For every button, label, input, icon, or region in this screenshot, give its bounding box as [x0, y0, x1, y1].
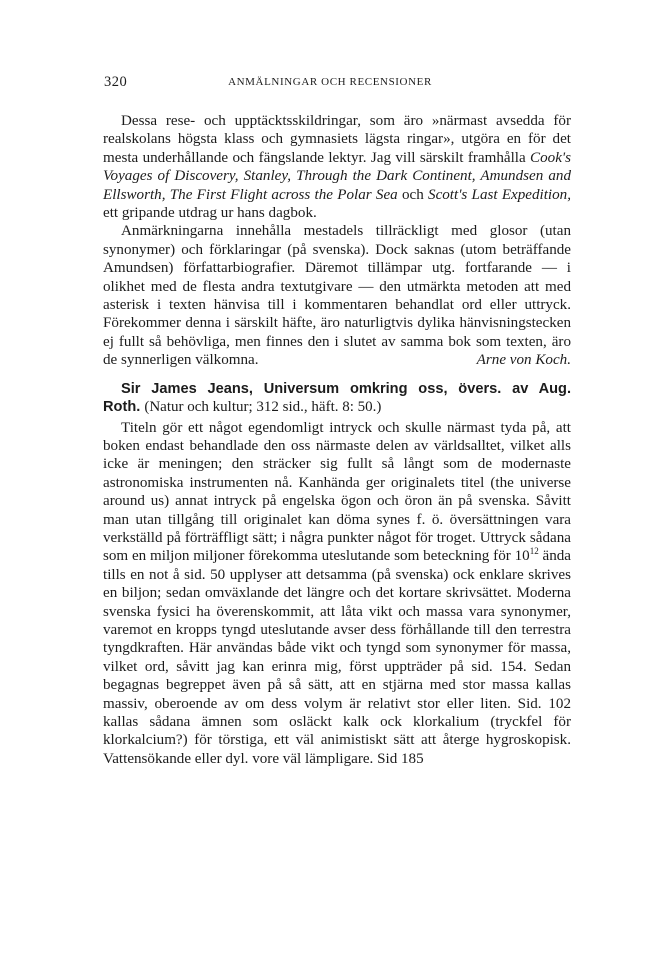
review1-paragraph-2	[103, 222, 571, 369]
exponent-superscript: 12	[529, 546, 539, 557]
review2-heading	[103, 380, 571, 417]
review1-p1-text-b: och	[397, 186, 429, 203]
review2-heading-title: Sir James Jeans, Universum omkring oss, övers. av Aug. Roth.	[103, 380, 571, 416]
review2-p1-text-b: ända tills en not å sid. 50 upplyser att detsamma (på svenska) ock enklare skrives en biljon; sedan omväxlande det längre och det kortare skrivsättet. Moderna svenska fysici ha överenskommit, att låta vikt och massa vara synonymer, varemot en kropps tyngd uteslutande avser dess förhållande till den terrestra tyngdkraften. Här användas både vikt och tyngd som synonymer för massa, vilket ord, såvitt jag kan erinra mig, först uppträder på sid. 154. Sedan begagnas begreppet även på så sätt, att en stjärna med stor massa kallas massiv, oberoende av om dess volym är relativt stor eller liten. Sid. 102 kallas sådana ämnen som osläckt kalk ock klorkalium (tryckfel för klorkalcium?) för törstiga, ett väl animistiskt sätt att återge hygroskopisk. Vattensökande eller dyl. vore väl lämpligare. Sid 185	[103, 548, 571, 767]
scott-title-italic: Scott's Last Expedition,	[428, 186, 571, 203]
running-head: ANMÄLNINGAR OCH RECENSIONER	[228, 76, 432, 88]
review1-p2-text: Anmärkningarna innehålla mestadels tillräckligt med glosor (utan synonymer) och förklaringar (på svenska). Dock saknas (utom beträffande Amundsen) författarbiografier. Däremot tillämpar utg. fortfarande — i olikhet med de flesta andra textutgivare — den utmärkta metoden att med asterisk i texten hänvisa till i kommentaren behandlat ord eller uttryck. Förekommer denna i särskilt häfte, äro naturligtvis dylika hänvisningstecken ej fullt så behövliga, men finnes den i slutet av samma bok som texten, äro de synnerligen välkomna.	[103, 223, 571, 369]
review1-p1-text-a: Dessa rese- och upptäcktsskildringar, som äro »närmast avsedda för realskolans högsta klass och gymnasiets lägsta ringar», utgöra en för det mesta underhållande och fängslande lektyr. Jag vill särskilt framhålla	[103, 113, 571, 166]
review1-p1-text-c: ett gripande utdrag ur hans dagbok.	[103, 205, 317, 222]
book-titles-italic: Cook's Voyages of Discovery, Stanley, Through the Dark Continent, Amundsen and Ellsworth, The First Flight across the Polar Sea	[103, 149, 571, 203]
review2-paragraph-1	[103, 419, 571, 769]
review2-p1-text-a: Titeln gör ett något egendomligt intryck och skulle närmast tyda på, att boken endast behandlade den oss närmaste delen av världsalltet, vilket alls icke är meningen; den sträcker sig fullt så långt som de modernaste astronomiska instrumenten nå. Kanhända ger originalets titel (the universe around us) annat intryck på engelska ögon och öron än på svenska. Såvitt man utan tillgång till originalet kan döma synes f. ö. översättningen vara verkställd på förträffligt sätt; i några punkter något för troget. Uttryck sådana som en miljon miljoner förekomma uteslutande som beteckning för 10	[103, 419, 571, 565]
page-header	[88, 74, 572, 94]
reviewer-signature: Arne von Koch.	[476, 352, 571, 369]
page-number: 320	[104, 74, 128, 90]
review2-publication-details: (Natur och kultur; 312 sid., häft. 8: 50.)	[144, 399, 382, 416]
review1-paragraph-1	[103, 112, 571, 222]
body-text	[103, 112, 571, 768]
